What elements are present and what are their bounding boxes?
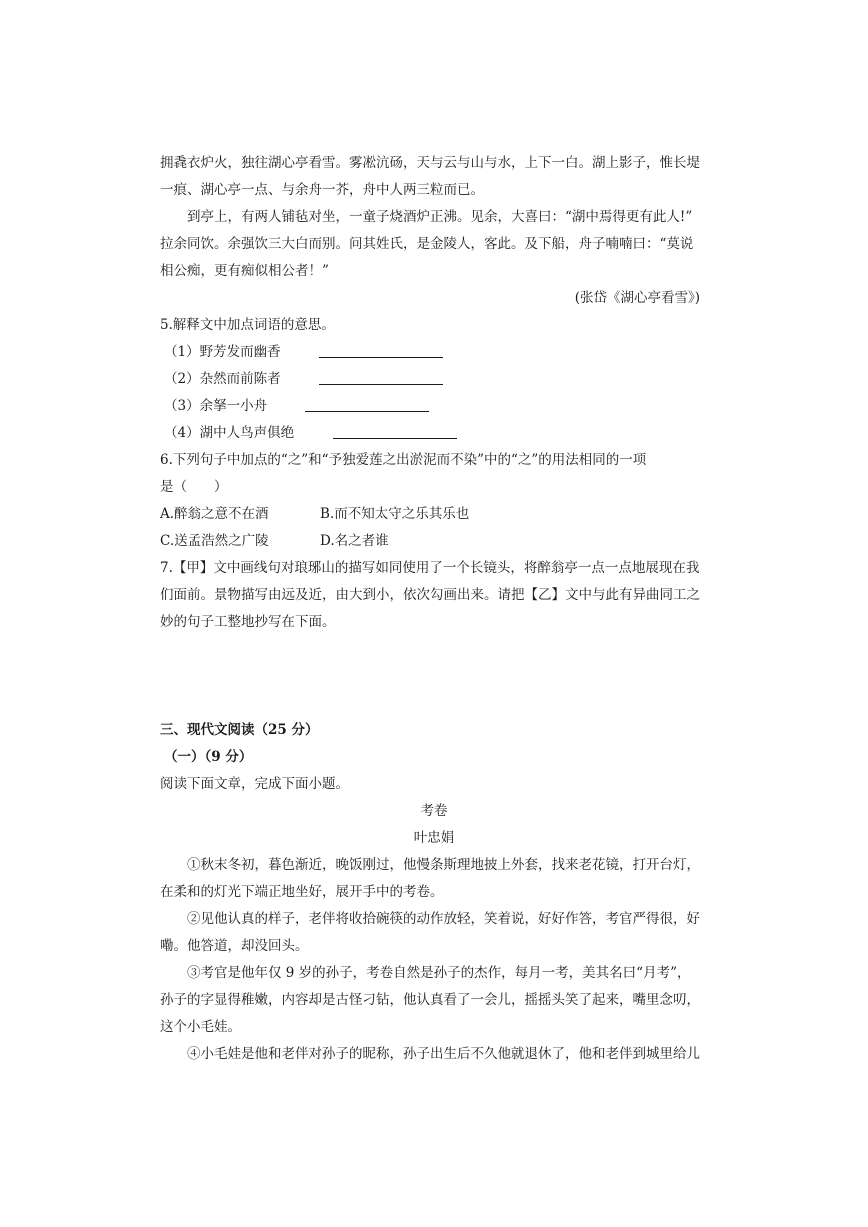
option-a: A.醉翁之意不在酒: [160, 506, 269, 522]
source-citation: (张岱《湖心亭看雪》): [574, 290, 700, 306]
option-b: B.而不知太守之乐其乐也: [320, 506, 470, 522]
answer-blank[interactable]: [333, 438, 457, 439]
option-c: C.送孟浩然之广陵: [160, 533, 269, 549]
question-stem: 是（ ）: [160, 479, 228, 495]
question-item: （2）杂然而前陈者: [164, 371, 281, 387]
paragraph-line: 孙子的字显得稚嫩，内容却是古怪刁钻，他认真看了一会儿，摇摇头笑了起来，嘴里念叨，: [160, 992, 700, 1008]
option-d: D.名之者谁: [320, 533, 389, 549]
question-stem: 6.下列句子中加点的“之”和“予独爱莲之出淤泥而不染”中的“之”的用法相同的一项: [160, 452, 647, 468]
article-title: 考卷: [420, 803, 448, 819]
subsection-heading: （一）（9 分）: [164, 749, 253, 765]
paragraph-line: 嘞。他答道，却没回头。: [160, 938, 309, 954]
poem-line: 拥毳衣炉火，独往湖心亭看雪。雾凇沆砀，天与云与山与水，上下一白。湖上影子，惟长堤: [160, 155, 700, 171]
question-item: （1）野芳发而幽香: [164, 344, 281, 360]
question-stem: 妙的句子工整地抄写在下面。: [160, 614, 336, 630]
question-item: （4）湖中人鸟声俱绝: [164, 425, 295, 441]
question-item: （3）余拏一小舟: [164, 398, 268, 414]
section-heading: 三、现代文阅读（25 分）: [160, 722, 319, 738]
instruction: 阅读下面文章，完成下面小题。: [160, 776, 349, 792]
article-author: 叶忠娟: [413, 830, 455, 846]
paragraph-line: 这个小毛娃。: [160, 1019, 241, 1035]
poem-line: 一痕、湖心亭一点、与余舟一芥，舟中人两三粒而已。: [160, 182, 484, 198]
answer-blank[interactable]: [305, 411, 429, 412]
paragraph-line: 在柔和的灯光下端正地坐好，展开手中的考卷。: [160, 884, 444, 900]
poem-line: 到亭上，有两人铺毡对坐，一童子烧酒炉正沸。见余，大喜曰：“湖中焉得更有此人!”: [187, 209, 693, 225]
question-stem: 们面前。景物描写由远及近，由大到小，依次勾画出来。请把【乙】文中与此有异曲同工之: [160, 587, 700, 603]
answer-blank[interactable]: [319, 384, 443, 385]
paragraph-line: ②见他认真的样子，老伴将收拾碗筷的动作放轻，笑着说，好好作答，考官严得很，好: [187, 911, 700, 927]
poem-line: 相公痴，更有痴似相公者！”: [160, 263, 329, 279]
question-stem: 7.【甲】文中画线句对琅琊山的描写如同使用了一个长镜头，将醉翁亭一点一点地展现在我: [160, 560, 700, 576]
paragraph-line: ①秋末冬初，暮色渐近，晚饭刚过，他慢条斯理地披上外套，找来老花镜，打开台灯，: [187, 857, 700, 873]
paragraph-line: ④小毛娃是他和老伴对孙子的昵称，孙子出生后不久他就退休了，他和老伴到城里给儿: [187, 1046, 700, 1062]
paragraph-line: ③考官是他年仅 9 岁的孙子，考卷自然是孙子的杰作，每月一考，美其名曰“月考”，: [187, 965, 691, 981]
poem-line: 拉余同饮。余强饮三大白而别。问其姓氏，是金陵人，客此。及下船，舟子喃喃曰：“莫说: [160, 236, 694, 252]
question-title: 5.解释文中加点词语的意思。: [160, 317, 335, 333]
answer-blank[interactable]: [319, 357, 443, 358]
